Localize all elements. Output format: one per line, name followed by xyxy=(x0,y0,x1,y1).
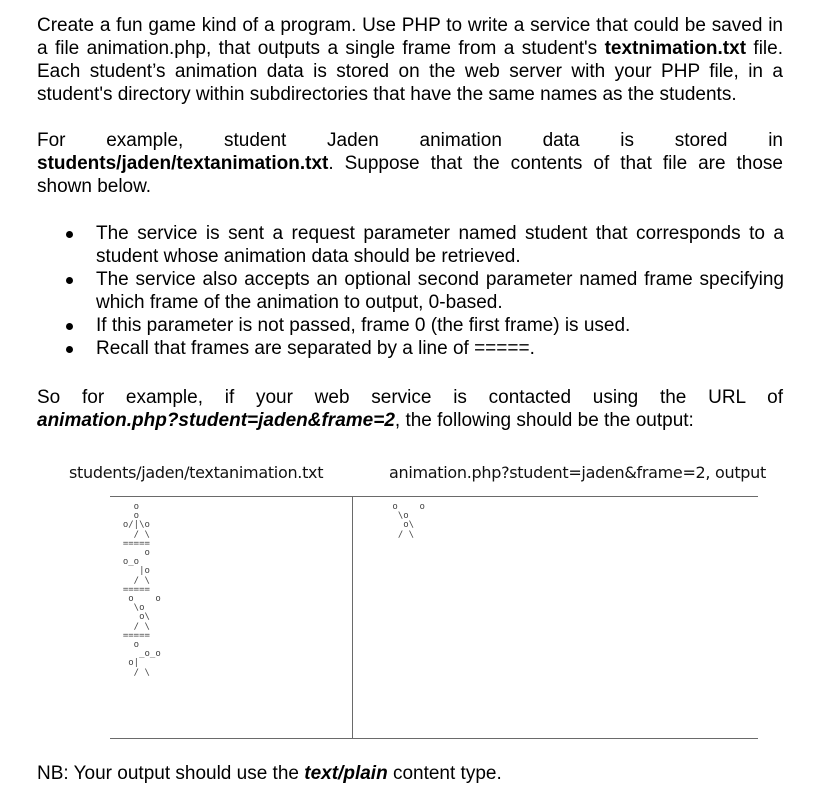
content-type-note xyxy=(37,762,502,785)
bullet-icon xyxy=(66,277,73,284)
example-line1: For example, student Jaden animation data is stored in xyxy=(37,130,783,151)
list-item: Recall that frames are separated by a line of =====. xyxy=(66,337,784,360)
bullet-icon xyxy=(66,346,73,353)
table-divider xyxy=(352,496,353,738)
intro-paragraph xyxy=(37,14,783,106)
url-bold-italic: animation.php?student=jaden&frame=2 xyxy=(37,410,395,431)
bullet-icon xyxy=(66,323,73,330)
comparison-table xyxy=(110,496,758,739)
note-prefix: NB: Your output should use the xyxy=(37,763,305,784)
table-right-header: animation.php?student=jaden&frame=2, output xyxy=(389,463,766,482)
url-paragraph xyxy=(37,386,783,432)
url-line1: So for example, if your web service is contacted using the URL of xyxy=(37,387,783,408)
filename-bold: textnimation.txt xyxy=(604,38,747,59)
example-rest-block xyxy=(37,152,783,198)
url-rest: , the following should be the output: xyxy=(394,410,694,431)
intro-text: Create a fun game kind of a program. Use PHP to write a service that could be saved in a file animation.php, that outputs a single frame from a student's xyxy=(37,15,783,59)
path-bold: students/jaden/textanimation.txt xyxy=(37,153,329,174)
table-left-header: students/jaden/textanimation.txt xyxy=(69,463,324,482)
example-paragraph xyxy=(37,129,783,198)
list-item: If this parameter is not passed, frame 0 (the first frame) is used. xyxy=(66,314,784,337)
list-item: The service also accepts an optional second parameter named frame specifying which frame of the animation to output, 0-based. xyxy=(66,268,784,314)
content-type-bold-italic: text/plain xyxy=(304,763,388,784)
animation-file-content: o o o/|\o / \ ===== o o_o |o / \ ===== o o \o o\ / \ ===== o _o_o o| / \ xyxy=(122,502,161,678)
requirements-list xyxy=(66,222,784,360)
list-item: The service is sent a request parameter named student that corresponds to a student whose animation data should be retrieved. xyxy=(66,222,784,268)
example-rest: . Suppose that the contents of that file are those shown below. xyxy=(37,153,783,197)
animation-output-content: o o \o o\ / \ xyxy=(392,502,425,540)
note-suffix: content type. xyxy=(387,763,502,784)
url-rest-block xyxy=(37,409,783,432)
intro-rest: file. Each student’s animation data is stored on the web server with your PHP file, in a student's directory within subdirectories that have the same names as the students. xyxy=(37,38,783,105)
bullet-icon xyxy=(66,231,73,238)
